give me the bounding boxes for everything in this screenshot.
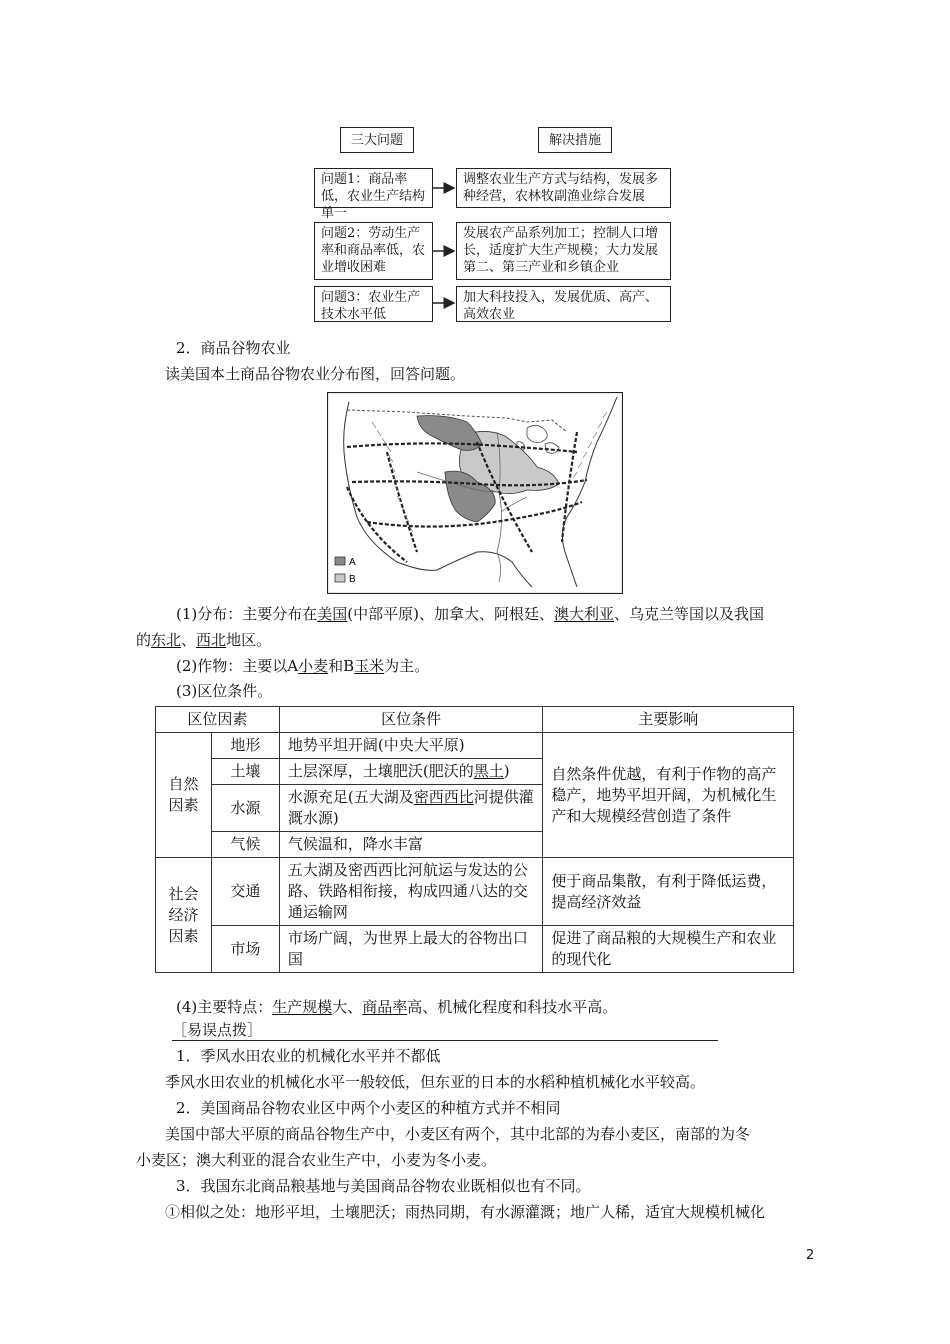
terrain-condition: 地势平坦开阔(中央大平原) (279, 733, 543, 759)
conditions-title: (3)区位条件。 (176, 682, 273, 700)
tip-1-title: 1．季风水田农业的机械化水平并不都低 (176, 1047, 441, 1065)
market-effect: 促进了商品粮的大规模生产和农业的现代化 (543, 926, 794, 973)
solutions-header: 解决措施 (538, 127, 612, 153)
transport-effect: 便于商品集散，有利于降低运费，提高经济效益 (543, 858, 794, 926)
page-number: 2 (806, 1248, 815, 1263)
transport-condition: 五大湖及密西西比河航运与发达的公路、铁路相衔接，构成四通八达的交通运输网 (279, 858, 543, 926)
corn-answer: 玉米 (354, 657, 385, 675)
solution-1-box: 调整农业生产方式与结构，发展多种经营，农林牧副渔业综合发展 (456, 168, 671, 208)
problem-2-box: 问题2：劳动生产率和商品率低，农业增收困难 (314, 222, 433, 280)
soil-label: 土壤 (211, 759, 279, 785)
tip-2-title: 2．美国商品谷物农业区中两个小麦区的种植方式并不相同 (176, 1099, 561, 1117)
distribution-line2: 的东北、西北地区。 (136, 631, 272, 649)
climate-condition: 气候温和，降水丰富 (279, 832, 543, 858)
water-condition: 水源充足(五大湖及密西西比河提供灌溉水源) (279, 785, 543, 832)
problem-1-box: 问题1：商品率低，农业生产结构单一 (314, 168, 433, 208)
social-factors-cell: 社会经济因素 (156, 858, 212, 973)
tip-3-title: 3．我国东北商品粮基地与美国商品谷物农业既相似也有不同。 (176, 1177, 591, 1195)
header-effect: 主要影响 (543, 707, 794, 733)
distribution-line1: (1)分布：主要分布在美国(中部平原)、加拿大、阿根廷、澳大利亚、乌克兰等国以及我国 (176, 605, 765, 623)
australia-answer: 澳大利亚 (553, 605, 614, 623)
terrain-label: 地形 (211, 733, 279, 759)
section-intro: 读美国本土商品谷物农业分布图，回答问题。 (165, 365, 466, 383)
us-grain-map (327, 392, 623, 594)
section-heading: 2．商品谷物农业 (176, 339, 291, 357)
flowchart-arrows (0, 0, 950, 330)
market-condition: 市场广阔，为世界上最大的谷物出口国 (279, 926, 543, 973)
legend-b-swatch (335, 574, 345, 582)
tip-2-body-2: 小麦区；澳大利亚的混合农业生产中，小麦为冬小麦。 (136, 1151, 497, 1169)
header-factor: 区位因素 (156, 707, 280, 733)
tips-heading: ［易误点拨］ (172, 1021, 263, 1039)
natural-effect: 自然条件优越，有利于作物的高产稳产，地势平坦开阔，为机械化生产和大规模经营创造了条件 (543, 733, 794, 858)
solution-2-box: 发展农产品系列加工；控制人口增长，适度扩大生产规模；大力发展第二、第三产业和乡镇企业 (456, 222, 671, 280)
problem-3-box: 问题3：农业生产技术水平低 (314, 286, 433, 322)
natural-factors-cell: 自然因素 (156, 733, 212, 858)
transport-label: 交通 (211, 858, 279, 926)
usa-answer: 美国 (317, 605, 348, 623)
wheat-answer: 小麦 (298, 657, 329, 675)
water-label: 水源 (211, 785, 279, 832)
tip-2-body-1: 美国中部大平原的商品谷物生产中，小麦区有两个，其中北部的为春小麦区，南部的为冬 (165, 1125, 751, 1143)
solution-3-box: 加大科技投入，发展优质、高产、高效农业 (456, 286, 671, 322)
header-condition: 区位条件 (279, 707, 543, 733)
climate-label: 气候 (211, 832, 279, 858)
location-conditions-table (155, 706, 794, 973)
tip-1-body: 季风水田农业的机械化水平一般较低，但东亚的日本的水稻种植机械化水平较高。 (165, 1073, 706, 1091)
northeast-answer: 东北 (151, 631, 182, 649)
legend-b-label: B (349, 574, 356, 585)
northwest-answer: 西北 (196, 631, 227, 649)
mississippi-answer: 密西西比 (413, 788, 474, 806)
legend-a-swatch (335, 557, 345, 565)
tip-3-body: ①相似之处：地形平坦，土壤肥沃；雨热同期，有水源灌溉；地广人稀，适宜大规模机械化 (165, 1203, 766, 1221)
features-line: (4)主要特点：生产规模大、商品率高、机械化程度和科技水平高。 (176, 998, 618, 1016)
market-label: 市场 (211, 926, 279, 973)
rate-answer: 商品率 (362, 998, 408, 1016)
legend-a-label: A (349, 557, 356, 568)
problems-header: 三大问题 (340, 127, 414, 153)
soil-condition: 土层深厚，土壤肥沃(肥沃的黑土) (279, 759, 543, 785)
scale-answer: 生产规模 (272, 998, 333, 1016)
crops-line: (2)作物：主要以A小麦和B玉米为主。 (176, 657, 430, 675)
black-soil-answer: 黑土 (473, 762, 504, 780)
tips-divider (172, 1040, 718, 1041)
